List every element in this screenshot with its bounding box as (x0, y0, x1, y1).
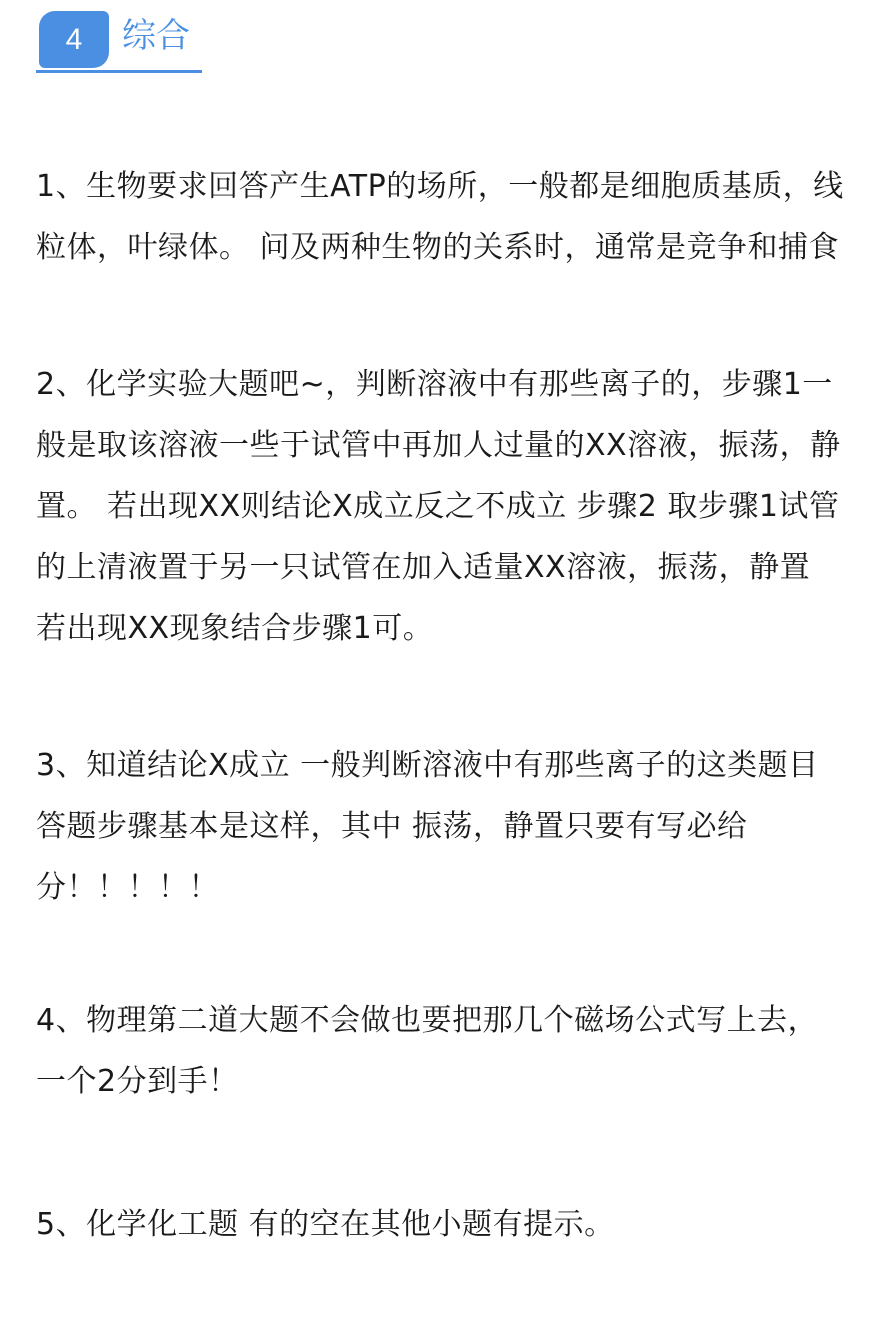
tip-item-4: 4、物理第二道大题不会做也要把那几个磁场公式写上去，一个2分到手！ (36, 1003, 819, 1099)
section-underline (36, 70, 202, 73)
tip-item-2: 2、化学实验大题吧~，判断溶液中有那些离子的，步骤1一般是取该溶液一些于试管中再加人过量的XX溶液，振荡，静置。 若出现XX则结论X成立反之不成立 步骤2 取步骤1试管的上清液置于另一只试管在加入适量XX溶液，振荡，静置 若出现XX现象结合步骤1可。 (36, 367, 841, 646)
section-title: 综合 (122, 16, 190, 56)
section-number-badge (39, 11, 109, 68)
tip-item-3: 3、知道结论X成立 一般判断溶液中有那些离子的这类题目答题步骤基本是这样，其中 振荡，静置只要有写必给分！！！！！ (36, 748, 819, 905)
section-number: 4 (65, 22, 83, 56)
article-body (36, 156, 846, 1333)
section-header (36, 8, 202, 76)
tip-item-1: 1、生物要求回答产生ATP的场所，一般都是细胞质基质，线粒体，叶绿体。 问及两种生物的关系时，通常是竞争和捕食 (36, 169, 844, 265)
tip-item-5: 5、化学化工题 有的空在其他小题有提示。 (36, 1207, 615, 1242)
